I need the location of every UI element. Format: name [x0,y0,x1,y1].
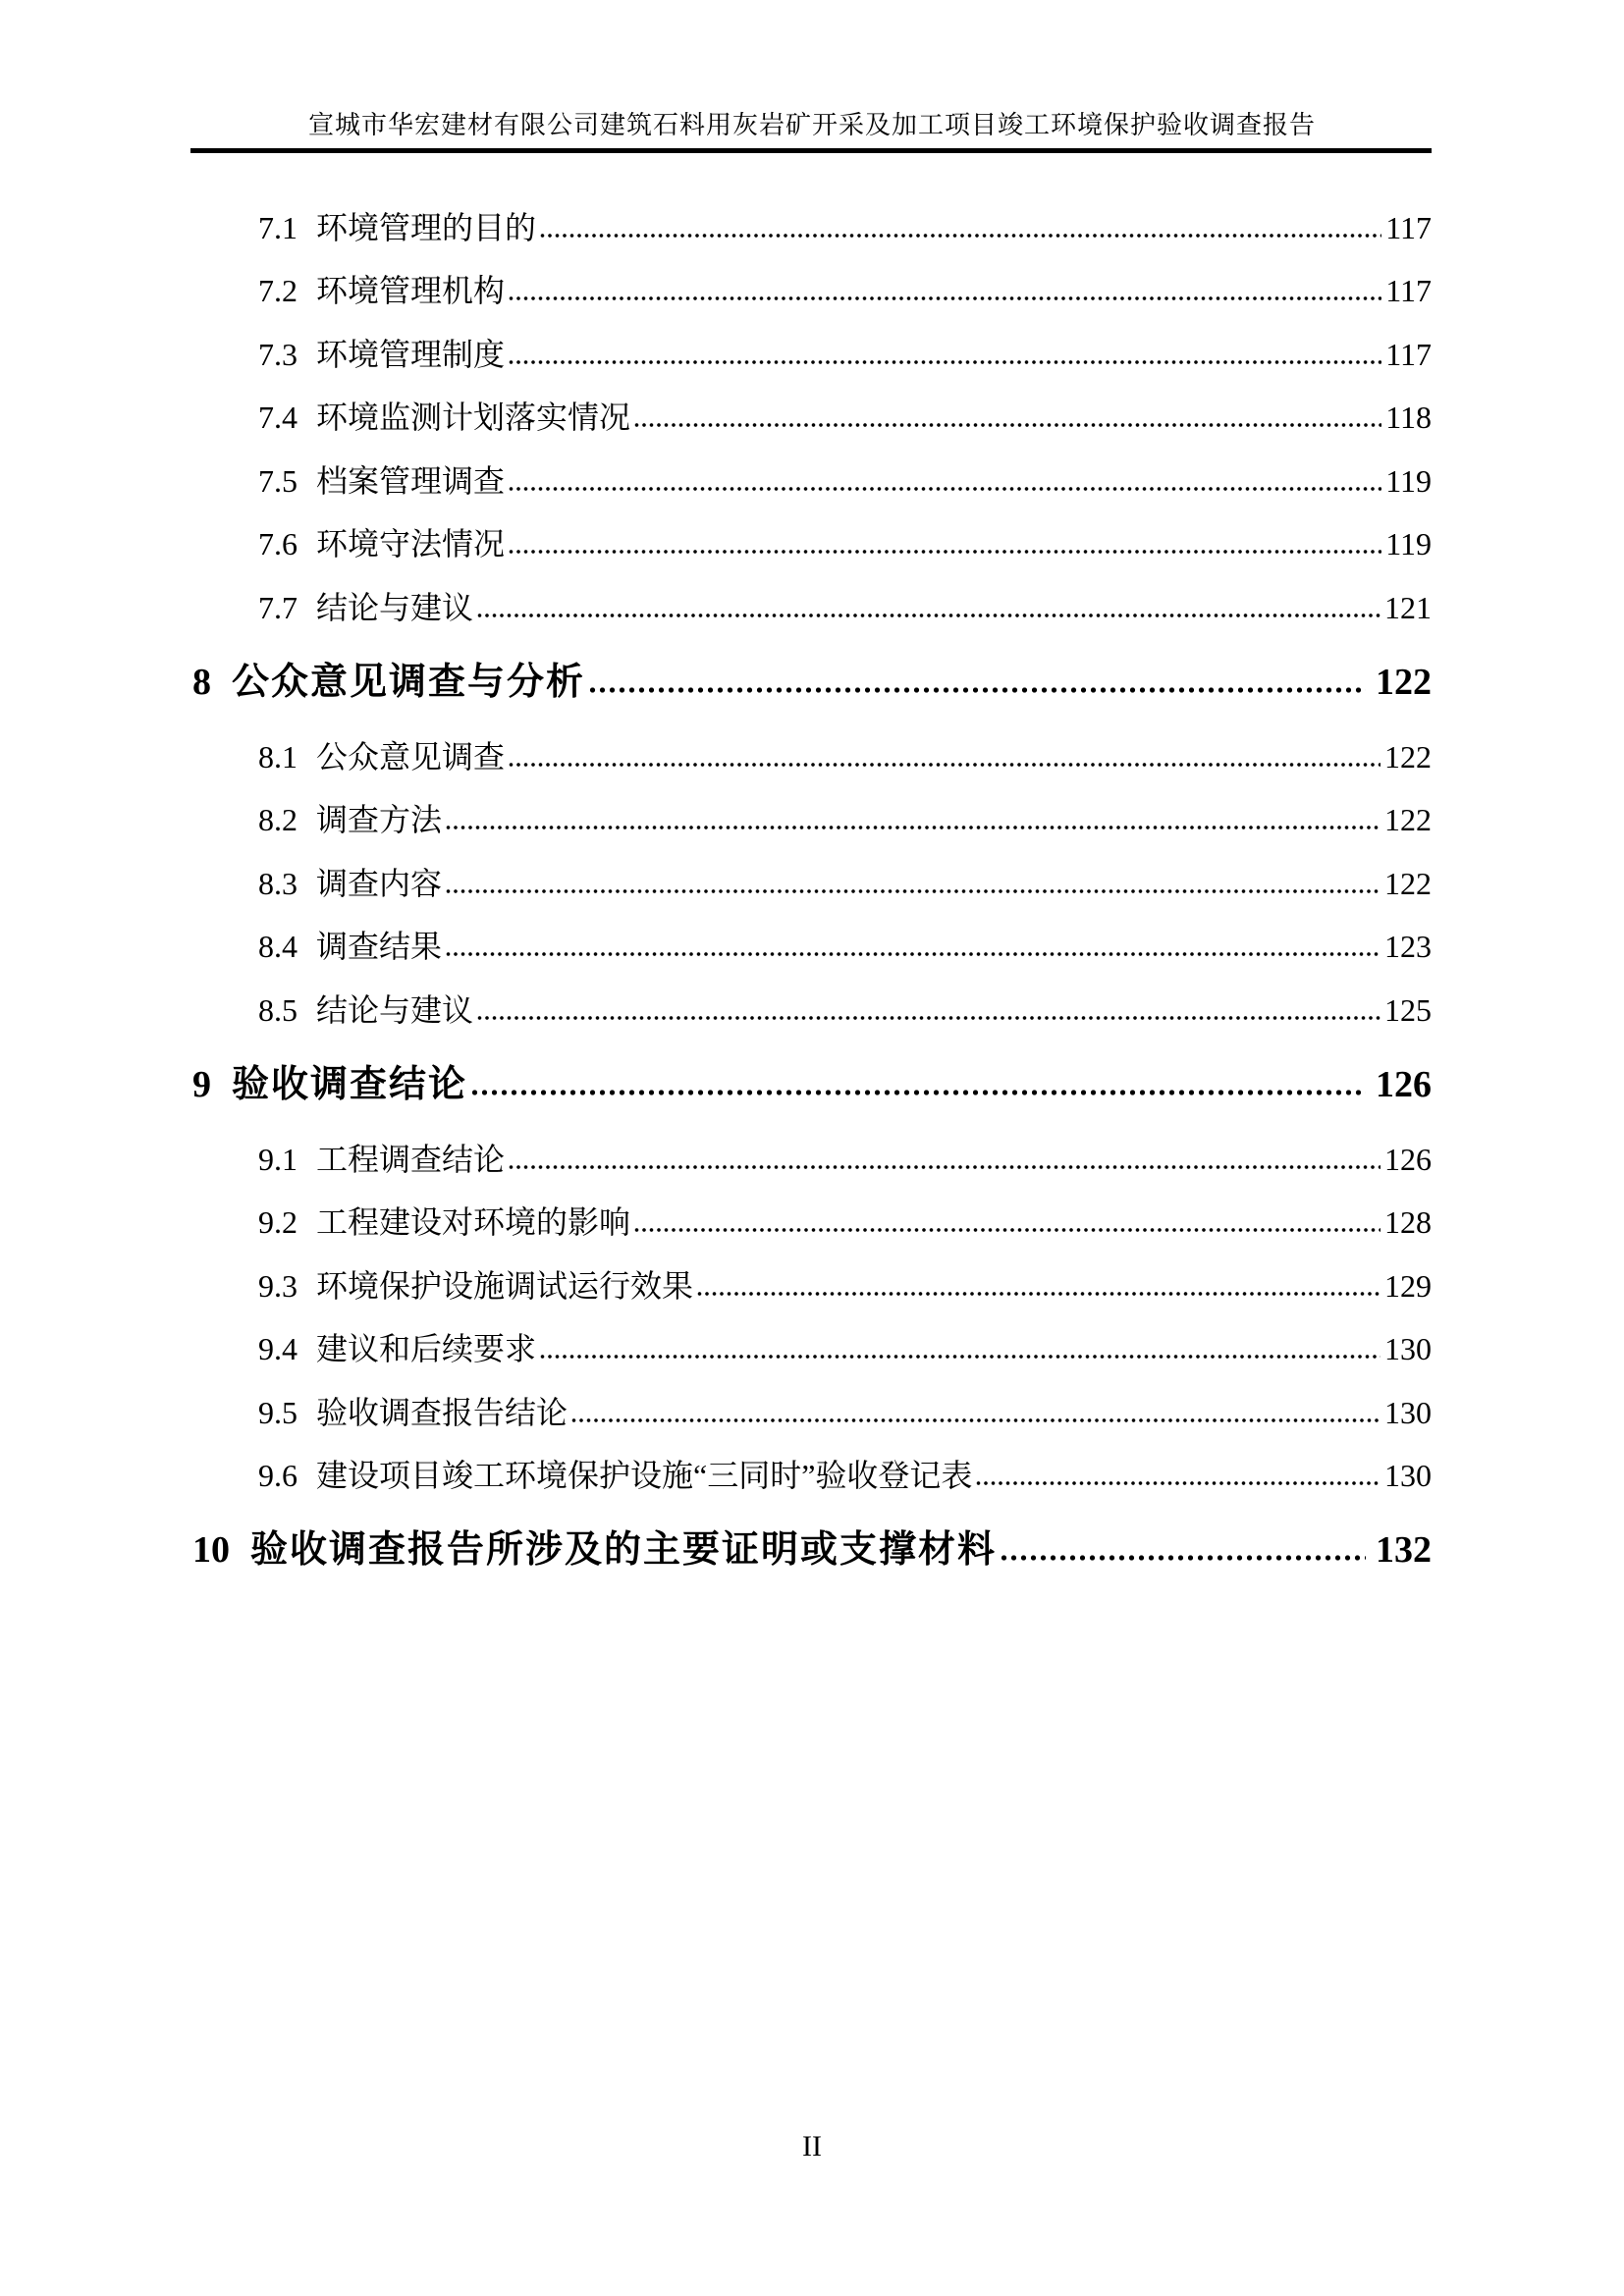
toc-entry-9-5[interactable] [192,1397,1432,1428]
toc-entry-7-7[interactable] [192,592,1432,623]
dot-leader [477,607,1380,618]
toc-entry-page: 132 [1376,1529,1432,1571]
dot-leader [509,756,1380,768]
toc-entry-8-1[interactable] [192,741,1432,773]
toc-entry-8-4[interactable] [192,931,1432,962]
toc-entry-title: 档案管理调查 [316,463,506,499]
dot-leader [509,290,1381,301]
toc-entry-number: 7.2 [258,273,298,308]
toc-entry-page: 130 [1384,1331,1432,1366]
toc-entry-number: 9.4 [258,1331,298,1366]
dot-leader [446,945,1380,957]
toc-entry-number: 8.1 [258,739,298,774]
toc-entry-page: 122 [1384,739,1432,774]
toc-entry-page: 121 [1384,590,1432,625]
dot-leader [976,1474,1380,1486]
toc-entry-title: 环境管理制度 [316,337,506,372]
toc-entry-9[interactable] [192,1066,1432,1103]
toc-entry-title: 环境管理机构 [316,273,506,308]
toc-entry-number: 7.5 [258,463,298,499]
toc-entry-page: 130 [1384,1395,1432,1430]
toc-entry-title: 工程建设对环境的影响 [316,1204,631,1240]
toc-entry-title: 调查内容 [316,866,443,901]
toc-entry-page: 122 [1384,802,1432,837]
toc-entry-title: 调查方法 [316,802,443,837]
toc-entry-page: 119 [1385,463,1432,499]
toc-entry-number: 8.5 [258,992,298,1028]
toc-entry-page: 117 [1385,337,1432,372]
toc-entry-number: 7.7 [258,590,298,625]
toc-entry-title: 环境管理的目的 [316,210,537,245]
toc-entry-number: 7.3 [258,337,298,372]
toc-entry-number: 7.6 [258,526,298,561]
toc-entry-title: 建设项目竣工环境保护设施“三同时”验收登记表 [316,1458,973,1493]
toc-entry-title: 环境守法情况 [316,526,506,561]
toc-entry-7-4[interactable] [192,401,1432,433]
toc-entry-number: 8.2 [258,802,298,837]
toc-entry-page: 119 [1385,526,1432,561]
toc-entry-7-6[interactable] [192,528,1432,560]
toc-entry-page: 123 [1384,929,1432,964]
toc-entry-page: 125 [1384,992,1432,1028]
dot-leader [477,1009,1380,1021]
toc-entry-page: 118 [1385,400,1432,435]
toc-entry-number: 8 [192,662,211,703]
dot-leader [634,1221,1380,1233]
toc-entry-page: 122 [1376,662,1432,703]
toc-entry-title: 验收调查报告结论 [316,1395,568,1430]
toc-entry-number: 9.6 [258,1458,298,1493]
toc-entry-title: 结论与建议 [316,992,474,1028]
toc-entry-number: 10 [192,1529,230,1571]
toc-entry-7-1[interactable] [192,212,1432,243]
toc-entry-page: 117 [1385,210,1432,245]
toc-entry-8[interactable] [192,664,1432,701]
dot-leader [540,1348,1380,1360]
dot-leader [697,1285,1380,1297]
page-number: II [802,2130,822,2163]
toc-entry-number: 9 [192,1064,211,1105]
toc-entry-9-2[interactable] [192,1206,1432,1238]
toc-entry-number: 9.5 [258,1395,298,1430]
toc-entry-number: 8.4 [258,929,298,964]
toc-entry-8-3[interactable] [192,868,1432,899]
toc-entry-title: 环境保护设施调试运行效果 [316,1268,694,1304]
toc-entry-title: 建议和后续要求 [316,1331,537,1366]
toc-entry-page: 117 [1385,273,1432,308]
dot-leader [509,1158,1380,1170]
header-rule [190,148,1432,153]
toc-entry-page: 122 [1384,866,1432,901]
dot-leader [540,227,1381,239]
toc-entry-title: 公众意见调查 [316,739,506,774]
toc-entry-page: 129 [1384,1268,1432,1304]
toc-entry-8-5[interactable] [192,994,1432,1026]
running-header: 宣城市华宏建材有限公司建筑石料用灰岩矿开采及加工项目竣工环境保护验收调查报告 [307,111,1316,139]
toc-entry-page: 128 [1384,1204,1432,1240]
toc-entry-page: 130 [1384,1458,1432,1493]
dot-leader [509,480,1381,492]
toc-entry-10[interactable] [192,1531,1432,1569]
toc-entry-title: 工程调查结论 [316,1142,506,1177]
toc-entry-title: 调查结果 [316,929,443,964]
toc-entry-number: 9.3 [258,1268,298,1304]
toc-entry-title: 验收调查报告所涉及的主要证明或支撑材料 [250,1529,998,1571]
toc-entry-title: 环境监测计划落实情况 [316,400,631,435]
toc-entry-page: 126 [1384,1142,1432,1177]
toc-entry-9-4[interactable] [192,1333,1432,1364]
dot-leader [509,353,1381,365]
dot-leader [509,543,1381,555]
toc-entry-9-6[interactable] [192,1460,1432,1491]
dot-leader [1001,1548,1366,1562]
toc-entry-9-1[interactable] [192,1144,1432,1175]
toc-entry-number: 7.1 [258,210,298,245]
toc-entry-7-5[interactable] [192,465,1432,497]
dot-leader [446,819,1380,830]
toc-entry-page: 126 [1376,1064,1432,1105]
toc-entry-number: 9.2 [258,1204,298,1240]
toc-entry-7-3[interactable] [192,339,1432,370]
toc-entry-title: 公众意见调查与分析 [232,662,586,703]
dot-leader [471,1083,1366,1096]
toc-entry-title: 验收调查结论 [232,1064,468,1105]
dot-leader [571,1412,1380,1423]
toc-entry-9-3[interactable] [192,1270,1432,1302]
toc-entry-number: 9.1 [258,1142,298,1177]
toc-entry-title: 结论与建议 [316,590,474,625]
dot-leader [589,680,1366,694]
dot-leader [446,882,1380,894]
toc-entry-number: 7.4 [258,400,298,435]
toc-entry-8-2[interactable] [192,804,1432,835]
dot-leader [634,416,1381,428]
toc-entry-number: 8.3 [258,866,298,901]
toc-entry-7-2[interactable] [192,275,1432,306]
